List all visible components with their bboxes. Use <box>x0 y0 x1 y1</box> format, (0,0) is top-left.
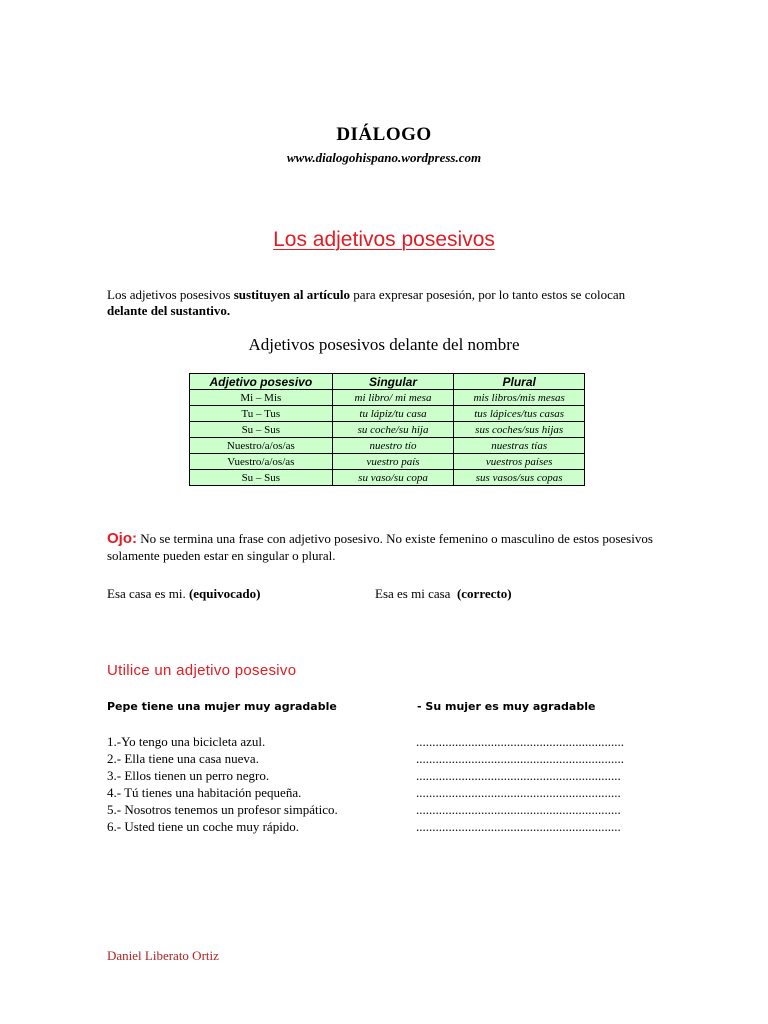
list-item <box>107 733 707 750</box>
cell-singular: vuestro país <box>332 454 454 470</box>
cell-singular: su coche/su hija <box>332 422 454 438</box>
ojo-label: Ojo: <box>107 530 137 547</box>
list-item <box>107 767 707 784</box>
example-right-tag: (correcto) <box>456 586 512 601</box>
cell-singular: tu lápiz/tu casa <box>332 406 454 422</box>
table-row <box>190 390 585 406</box>
model-question: Pepe tiene una mujer muy agradable <box>107 700 337 713</box>
exercise-question: 2.- Ella tiene una casa nueva. <box>107 751 259 766</box>
website-url: www.dialogohispano.wordpress.com <box>286 150 482 165</box>
cell-adjetivo: Vuestro/a/os/as <box>190 454 333 470</box>
intro-bold-2: delante del sustantivo. <box>107 303 231 318</box>
cell-singular: nuestro tío <box>332 438 454 454</box>
intro-bold-1: sustituyen al artículo <box>233 287 351 302</box>
answer-blank: ............................................................... <box>416 802 621 817</box>
cell-adjetivo: Mi – Mis <box>190 390 333 406</box>
example-wrong-sentence: Esa casa es mi. <box>107 586 189 601</box>
header-adjetivo: Adjetivo posesivo <box>190 374 333 390</box>
example-right <box>375 586 512 602</box>
list-item <box>107 784 707 801</box>
list-item <box>107 750 707 767</box>
answer-blank: ............................................................... <box>416 819 621 834</box>
cell-plural: mis libros/mis mesas <box>454 390 585 406</box>
intro-paragraph <box>107 287 667 319</box>
cell-adjetivo: Nuestro/a/os/as <box>190 438 333 454</box>
list-item <box>107 801 707 818</box>
intro-text-1: Los adjetivos posesivos <box>107 287 234 302</box>
table-row <box>190 422 585 438</box>
ojo-text: No se termina una frase con adjetivo posesivo. No existe femenino o masculino de estos posesivos solamente pueden estar en singular o plural. <box>107 531 653 563</box>
cell-plural: sus coches/sus hijas <box>454 422 585 438</box>
header-plural: Plural <box>454 374 585 390</box>
cell-adjetivo: Su – Sus <box>190 470 333 486</box>
cell-plural: tus lápices/tus casas <box>454 406 585 422</box>
answer-blank: ................................................................ <box>416 734 624 749</box>
model-answer: - Su mujer es muy agradable <box>417 700 596 713</box>
cell-adjetivo: Su – Sus <box>190 422 333 438</box>
ojo-note <box>107 530 667 564</box>
exercise-question: 1.-Yo tengo una bicicleta azul. <box>107 734 266 749</box>
example-wrong <box>107 586 260 602</box>
table-caption: Adjetivos posesivos delante del nombre <box>248 335 520 354</box>
table-header-row <box>190 374 585 390</box>
exercise-list <box>107 733 707 835</box>
cell-singular: su vaso/su copa <box>332 470 454 486</box>
section-title: Los adjetivos posesivos <box>273 228 495 251</box>
exercise-question: 5.- Nosotros tenemos un profesor simpático. <box>107 802 338 817</box>
cell-plural: nuestras tías <box>454 438 585 454</box>
exercise-question: 4.- Tú tienes una habitación pequeña. <box>107 785 302 800</box>
cell-plural: vuestros países <box>454 454 585 470</box>
header-singular: Singular <box>332 374 454 390</box>
possessives-table <box>189 373 585 486</box>
answer-blank: ................................................................ <box>416 751 624 766</box>
author-footer: Daniel Liberato Ortiz <box>107 948 219 963</box>
table-row <box>190 470 585 486</box>
intro-text-2: para expresar posesión, por lo tanto estos se colocan <box>350 287 626 302</box>
exercise-title: Utilice un adjetivo posesivo <box>107 662 297 679</box>
cell-singular: mi libro/ mi mesa <box>332 390 454 406</box>
table-row <box>190 438 585 454</box>
cell-adjetivo: Tu – Tus <box>190 406 333 422</box>
exercise-question: 6.- Usted tiene un coche muy rápido. <box>107 819 300 834</box>
exercise-question: 3.- Ellos tienen un perro negro. <box>107 768 270 783</box>
cell-plural: sus vasos/sus copas <box>454 470 585 486</box>
answer-blank: ............................................................... <box>416 768 621 783</box>
answer-blank: ............................................................... <box>416 785 621 800</box>
document-title: DIÁLOGO <box>336 124 432 145</box>
table-row <box>190 454 585 470</box>
example-wrong-tag: (equivocado) <box>188 586 261 601</box>
list-item <box>107 818 707 835</box>
table-row <box>190 406 585 422</box>
example-right-sentence: Esa es mi casa <box>375 586 457 601</box>
